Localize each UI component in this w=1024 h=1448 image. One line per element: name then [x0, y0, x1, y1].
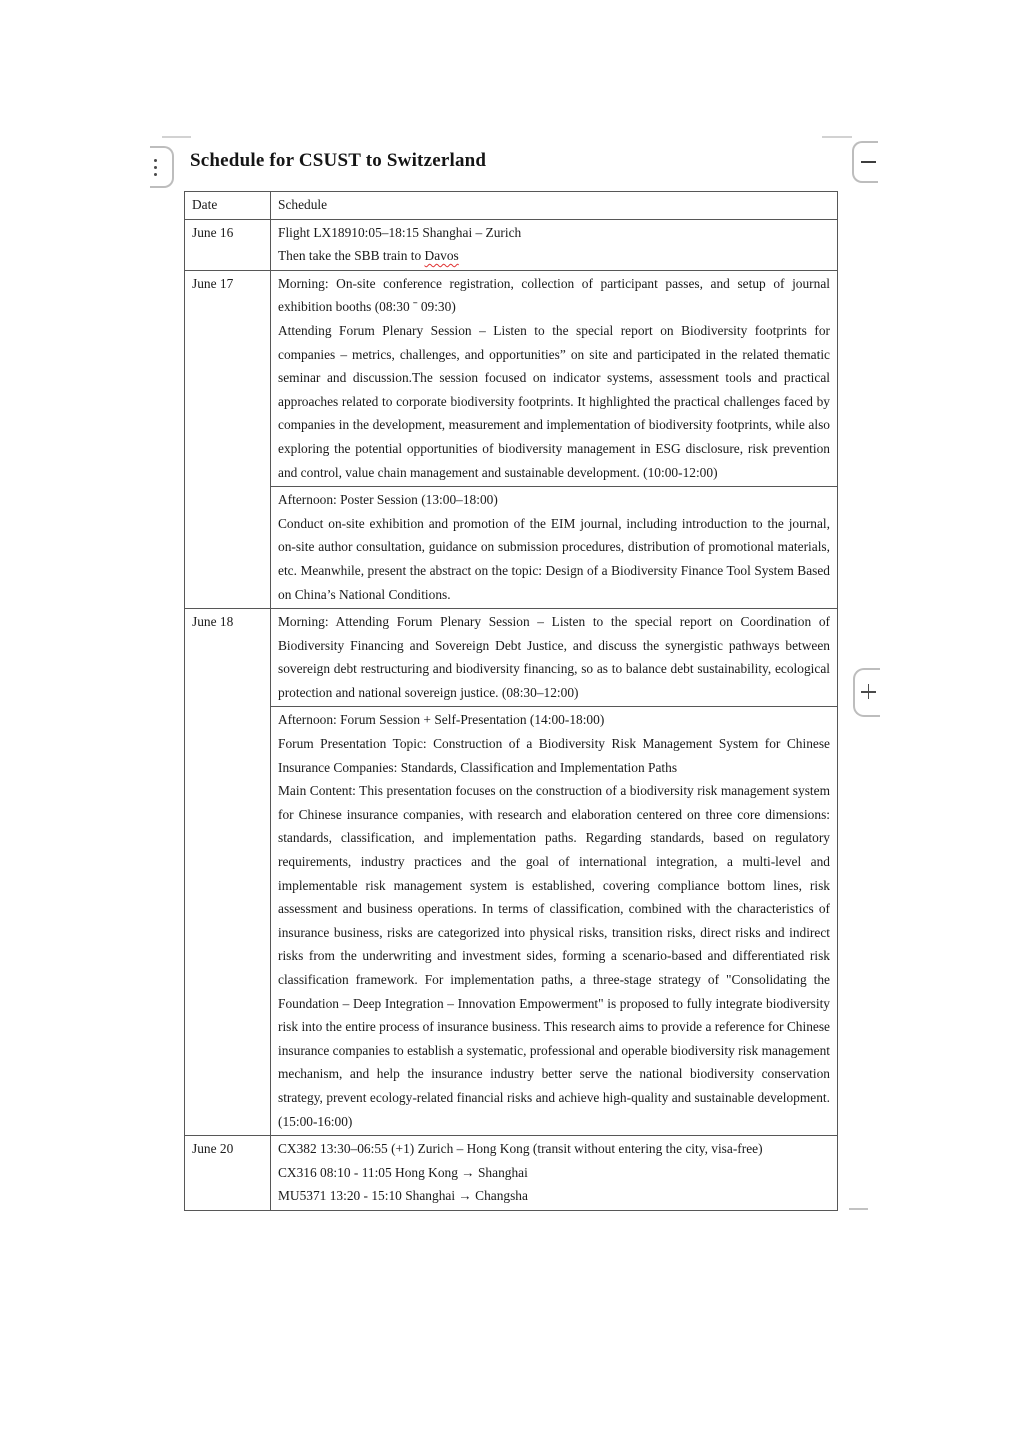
schedule-paragraph [278, 244, 830, 268]
schedule-paragraph: Afternoon: Forum Session + Self-Presentation (14:00-18:00) [278, 712, 605, 728]
page-title: Schedule for CSUST to Switzerland [190, 150, 487, 171]
table-row-june17-morning [185, 270, 838, 486]
schedule-text: Then take the SBB train to [278, 248, 425, 264]
add-button[interactable] [853, 668, 880, 717]
schedule-paragraph: Main Content: This presentation focuses on the construction of a biodiversity risk management system for Chinese insurance companies, with research and elaboration centered on three core dimensions: standards, classification, and implementation paths. Regarding standards, based on regulatory requirements, industry practices and the goal of international integration, a multi-level and implementable risk management system is established, covering compliance bottom lines, risk assessment and business operations. In terms of classification, combined with the characteristics of insurance business, risks are categorized into physical risks, transition risks, direct risks and indirect risks from the underwriting and investment sides, forming a scenario-based and differentiated risk classification framework. For implementation paths, a three-stage strategy of "Consolidating the Foundation – Deep Integration – Innovation Empowerment" is proposed to fully integrate biodiversity risk into the entire process of insurance business. This research aims to provide a reference for Chinese insurance companies to establish a systematic, professional and operable biodiversity risk management mechanism, and help the insurance industry better serve the national biodiversity conservation strategy, prevent ecology-related financial risks and achieve high-quality and sustainable development. (15:00-16:00) [278, 783, 830, 1129]
schedule-paragraph: Conduct on-site exhibition and promotion of the EIM journal, including introduction to the journal, on-site author consultation, guidance on submission procedures, distribution of promotional materials, etc. Meanwhile, present the abstract on the topic: Design of a Biodiversity Finance Tool System Based on China’s National Conditions. [278, 515, 830, 602]
date-cell-june17[interactable]: June 17 [185, 270, 271, 608]
table-row-june20 [185, 1136, 838, 1211]
table-header-row [185, 192, 838, 220]
resize-handle-line [849, 1208, 868, 1210]
schedule-paragraph: Attending Forum Plenary Session – Listen to the special report on Biodiversity footprints for companies – metrics, challenges, and opportunities” on site and participated in the related thematic seminar and discussion.The session focused on indicator systems, assessment tools and practical approaches related to corporate biodiversity footprints. It highlighted the practical challenges faced by companies in the development, measurement and implementation of biodiversity footprints, while also exploring the potential opportunities of biodiversity management in ESG disclosure, risk prevention and control, value chain management and sustainable development. (10:00-12:00) [278, 322, 830, 480]
schedule-paragraph: Flight LX18910:05–18:15 Shanghai – Zurich [278, 224, 522, 240]
schedule-paragraph: CX382 13:30–06:55 (+1) Zurich – Hong Kong (transit without entering the city, visa-free) [278, 1141, 763, 1157]
schedule-paragraph: MU5371 13:20 - 15:10 Shanghai → Changsha [278, 1188, 528, 1204]
column-header-schedule[interactable]: Schedule [271, 192, 838, 220]
table-row-june16 [185, 219, 838, 270]
schedule-paragraph: CX316 08:10 - 11:05 Hong Kong → Shanghai [278, 1164, 528, 1180]
date-cell-june18[interactable]: June 18 [185, 609, 271, 1136]
schedule-cell-june16[interactable] [271, 219, 838, 270]
drag-handle-icon [154, 155, 157, 180]
spellcheck-word: Davos [424, 248, 459, 264]
schedule-paragraph: Forum Presentation Topic: Construction of a Biodiversity Risk Management System for Chinese Insurance Companies: Standards, Classification and Implementation Paths [278, 736, 830, 775]
table-row-june17-afternoon [185, 487, 838, 609]
schedule-cell-june17-afternoon[interactable] [271, 487, 838, 609]
schedule-cell-june18-afternoon[interactable] [271, 707, 838, 1136]
frame-corner-line-left [162, 136, 191, 138]
schedule-paragraph: Morning: Attending Forum Plenary Session – Listen to the special report on Coordination of Biodiversity Financing and Sovereign Debt Justice, and discuss the synergistic pathways between sovereign debt restructuring and biodiversity financing, so as to balance debt sustainability, ecological protection and national sovereign justice. (08:30–12:00) [278, 614, 830, 700]
schedule-table [184, 191, 838, 1211]
schedule-paragraph: Morning: On-site conference registration, collection of participant passes, and setup of journal exhibition booths (08:30 ˉ 09:30) [278, 275, 830, 315]
column-header-date[interactable]: Date [185, 192, 271, 220]
schedule-cell-june18-morning[interactable] [271, 609, 838, 707]
minus-icon [861, 161, 876, 163]
date-cell-june20[interactable]: June 20 [185, 1136, 271, 1211]
collapse-button[interactable] [852, 141, 878, 183]
date-cell-june16[interactable]: June 16 [185, 219, 271, 270]
schedule-cell-june17-morning[interactable] [271, 270, 838, 486]
drag-handle-button[interactable] [150, 146, 174, 188]
table-row-june18-afternoon [185, 707, 838, 1136]
frame-corner-line-right [822, 136, 852, 138]
plus-icon [855, 670, 880, 715]
schedule-cell-june20[interactable] [271, 1136, 838, 1211]
schedule-paragraph: Afternoon: Poster Session (13:00–18:00) [278, 492, 498, 508]
table-row-june18-morning [185, 609, 838, 707]
